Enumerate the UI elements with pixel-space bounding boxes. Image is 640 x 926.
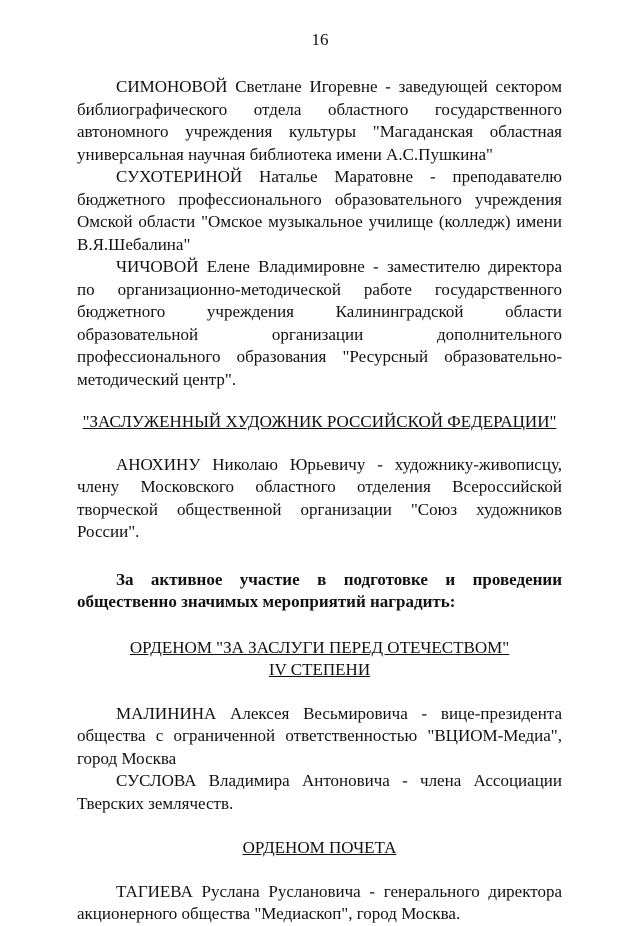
page-number: 16 [311,30,329,49]
order-merit-heading-line1: ОРДЕНОМ "ЗА ЗАСЛУГИ ПЕРЕД ОТЕЧЕСТВОМ" [129,637,510,657]
order-merit-heading-line2: IV СТЕПЕНИ [268,660,371,679]
award-entry-simonova: СИМОНОВОЙ Светлане Игоревне - заведующей сектором библиографического отдела областного государственного автономного учреждения культуры "Магаданская областная универсальная научная библиотека имени А.С.Пушкина" [77,77,562,164]
award-entry-malinin: МАЛИНИНА Алексея Весьмировича - вице-президента общества с ограниченной ответственностью "ВЦИОМ-Медиа", город Москва [77,703,562,768]
document-body [77,76,562,926]
award-entry-suslov: СУСЛОВА Владимира Антоновича - члена Ассоциации Тверских землячеств. [77,771,562,813]
award-entry-chichova: ЧИЧОВОЙ Елене Владимировне - заместителю директора по организационно-методической работе государственного бюджетного учреждения Калининградской области образовательной организации дополнительного профессионального образования "Ресурсный образовательно-методический центр". [77,257,562,389]
title-honored-artist-heading: "ЗАСЛУЖЕННЫЙ ХУДОЖНИК РОССИЙСКОЙ ФЕДЕРАЦИИ" [82,412,557,431]
award-intro-text: За активное участие в подготовке и проведении общественно значимых мероприятий наградить: [77,569,562,611]
award-entry-sukhoterina: СУХОТЕРИНОЙ Наталье Маратовне - преподавателю бюджетного профессионального образовательного учреждения Омской области "Омское музыкальное училище (колледж) имени В.Я.Шебалина" [77,167,562,254]
order-honor-heading: ОРДЕНОМ ПОЧЕТА [242,838,397,857]
award-entry-anokhin: АНОХИНУ Николаю Юрьевичу - художнику-живописцу, члену Московского областного отделения Всероссийской творческой общественной организации "Союз художников России". [77,454,562,541]
award-entry-tagiev: ТАГИЕВА Руслана Руслановича - генерального директора акционерного общества "Медиаскоп", город Москва. [77,881,562,923]
